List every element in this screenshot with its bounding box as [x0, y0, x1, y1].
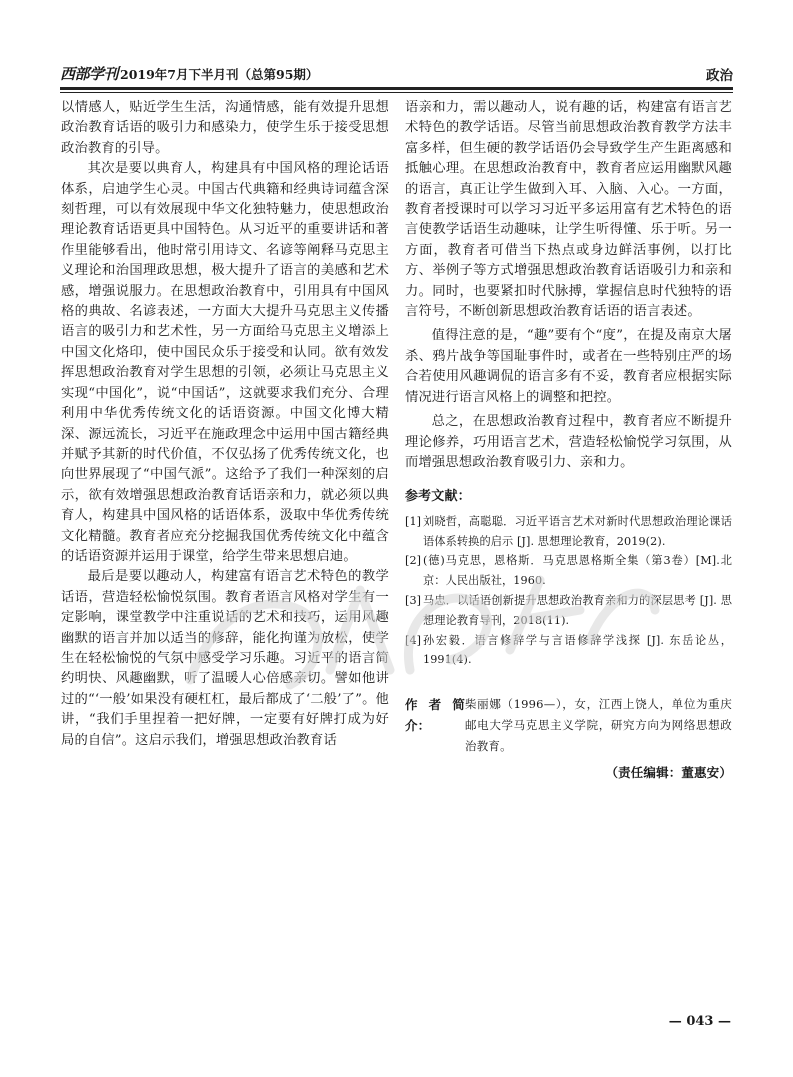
- header-rule-thick: [60, 87, 733, 90]
- right-column: [405, 98, 732, 784]
- reference-number: [1]: [405, 514, 422, 528]
- paragraph: 最后是要以趣动人，构建富有语言艺术特色的教学话语，营造轻松愉悦氛围。教育者语言风格对学生有一定影响，课堂教学中注重说话的艺术和技巧，运用风趣幽默的语言并加以适当的修辞，能化拘谨为放松，使学生在轻松愉悦的气氛中感受学习乐趣。习近平的语言简约明快、风趣幽默，听了温暖人心倍感亲切。譬如他讲过的“‘一般’如果没有硬杠杠，最后都成了‘二般’了”。他讲，“我们手里捏着一把好牌，一定要有好牌打成为好局的自信”。这启示我们，增强思想政治教育话: [61, 569, 389, 748]
- references-list: [405, 512, 732, 670]
- author-bio-text: 柴丽娜（1996—），女，江西上饶人，单位为重庆邮电大学马克思主义学院，研究方向为网络思想政治教育。: [465, 697, 732, 754]
- reference-text: (德)马克思，恩格斯．马克思恩格斯全集（第3卷）[M].北京：人民出版社，1960.: [423, 554, 732, 588]
- page-header: [60, 52, 733, 84]
- reference-number: [2]: [405, 554, 422, 568]
- reference-number: [3]: [405, 593, 422, 607]
- reference-number: [4]: [405, 633, 422, 647]
- reference-text: 孙宏毅．语言修辞学与言语修辞学浅探 [J]. 东岳论丛，1991(4).: [423, 633, 732, 667]
- paragraph: 总之，在思想政治教育过程中，教育者应不断提升理论修养，巧用语言艺术，营造轻松愉悦学习氛围，从而增强思想政治教育吸引力、亲和力。: [405, 414, 732, 470]
- page-number: — 043 —: [668, 1014, 731, 1029]
- left-column: [61, 98, 389, 751]
- reference-item: [405, 591, 732, 631]
- section-label: 政治: [706, 68, 733, 84]
- reference-item: [405, 631, 732, 671]
- journal-logo: 西部学刊: [60, 65, 119, 83]
- reference-item: [405, 551, 732, 591]
- reference-text: 马忠．以话语创新提升思想政治教育亲和力的深层思考 [J]. 思想理论教育导刊，2018(11).: [423, 593, 732, 627]
- header-rule-thin: [60, 92, 733, 93]
- paragraph: 语亲和力，需以趣动人，说有趣的话，构建富有语言艺术特色的教学话语。尽管当前思想政治教育教学方法丰富多样，但生硬的教学话语仍会导致学生产生距离感和抵触心理。在思想政治教育中，教育者应运用幽默风趣的语言，真正让学生做到入耳、入脑、入心。一方面，教育者授课时可以学习习近平多运用富有艺术特色的语言使教学话语生动趣味，让学生听得懂、乐于听。另一方面，教育者可借当下热点或身边鲜活事例，以打比方、举例子等方式增强思想政治教育话语吸引力和亲和力。同时，也要紧扣时代脉搏，掌握信息时代独特的语言符号，不断创新思想政治教育话语的语言表述。: [405, 100, 732, 320]
- paragraph: 值得注意的是，“趣”要有个“度”，在提及南京大屠杀、鸦片战争等国耻事件时，或者在一些特别庄严的场合若使用风趣调侃的语言多有不妥，教育者应根据实际情况进行语言风格上的调整和把控。: [405, 328, 732, 405]
- responsible-editor: （责任编辑：董惠安）: [605, 765, 732, 781]
- references-title: 参考文献：: [405, 489, 471, 505]
- author-bio: [405, 694, 732, 757]
- author-bio-label: 作者简介：: [405, 697, 465, 734]
- issue-info: 2019年7月下半月刊（总第95期）: [120, 67, 319, 82]
- paragraph: 以情感人，贴近学生生活，沟通情感，能有效提升思想政治教育话语的吸引力和感染力，使学生乐于接受思想政治教育的引导。: [61, 100, 389, 156]
- reference-item: [405, 512, 732, 552]
- paragraph: 其次是要以典育人，构建具有中国风格的理论话语体系，启迪学生心灵。中国古代典籍和经典诗词蕴含深刻哲理，可以有效展现中华文化独特魅力，使思想政治理论教育话语更具中国特色。从习近平的重要讲话和著作里能够看出，他时常引用诗文、名谚等阐释马克思主义理论和治国理政思想，极大提升了语言的美感和艺术感，增强说服力。在思想政治教育中，引用具有中国风格的典故、名谚表述，一方面大大提升马克思主义传播语言的吸引力和艺术性，另一方面给马克思主义增添上中国文化烙印，使中国民众乐于接受和认同。欲有效发挥思想政治教育对学生思想的引领，必须让马克思主义实现“中国化”，说“中国话”，这就要求我们充分、合理利用中华优秀传统文化的话语资源。中国文化博大精深、源远流长，习近平在施政理念中运用中国古籍经典并赋予其新的时代价值，不仅弘扬了优秀传统文化，也向世界展现了“中国气派”。这给予了我们一种深刻的启示，欲有效增强思想政治教育话语亲和力，就必须以典育人，构建具中国风格的话语体系，汲取中华优秀传统文化精髓。教育者应充分挖掘我国优秀传统文化中蕴含的话语资源并运用于课堂，给学生带来思想启迪。: [61, 161, 389, 564]
- reference-text: 刘晓哲，高聪聪．习近平语言艺术对新时代思想政治理论课话语体系转换的启示 [J]. 思想理论教育，2019(2).: [423, 514, 732, 548]
- journal-info: [60, 63, 318, 84]
